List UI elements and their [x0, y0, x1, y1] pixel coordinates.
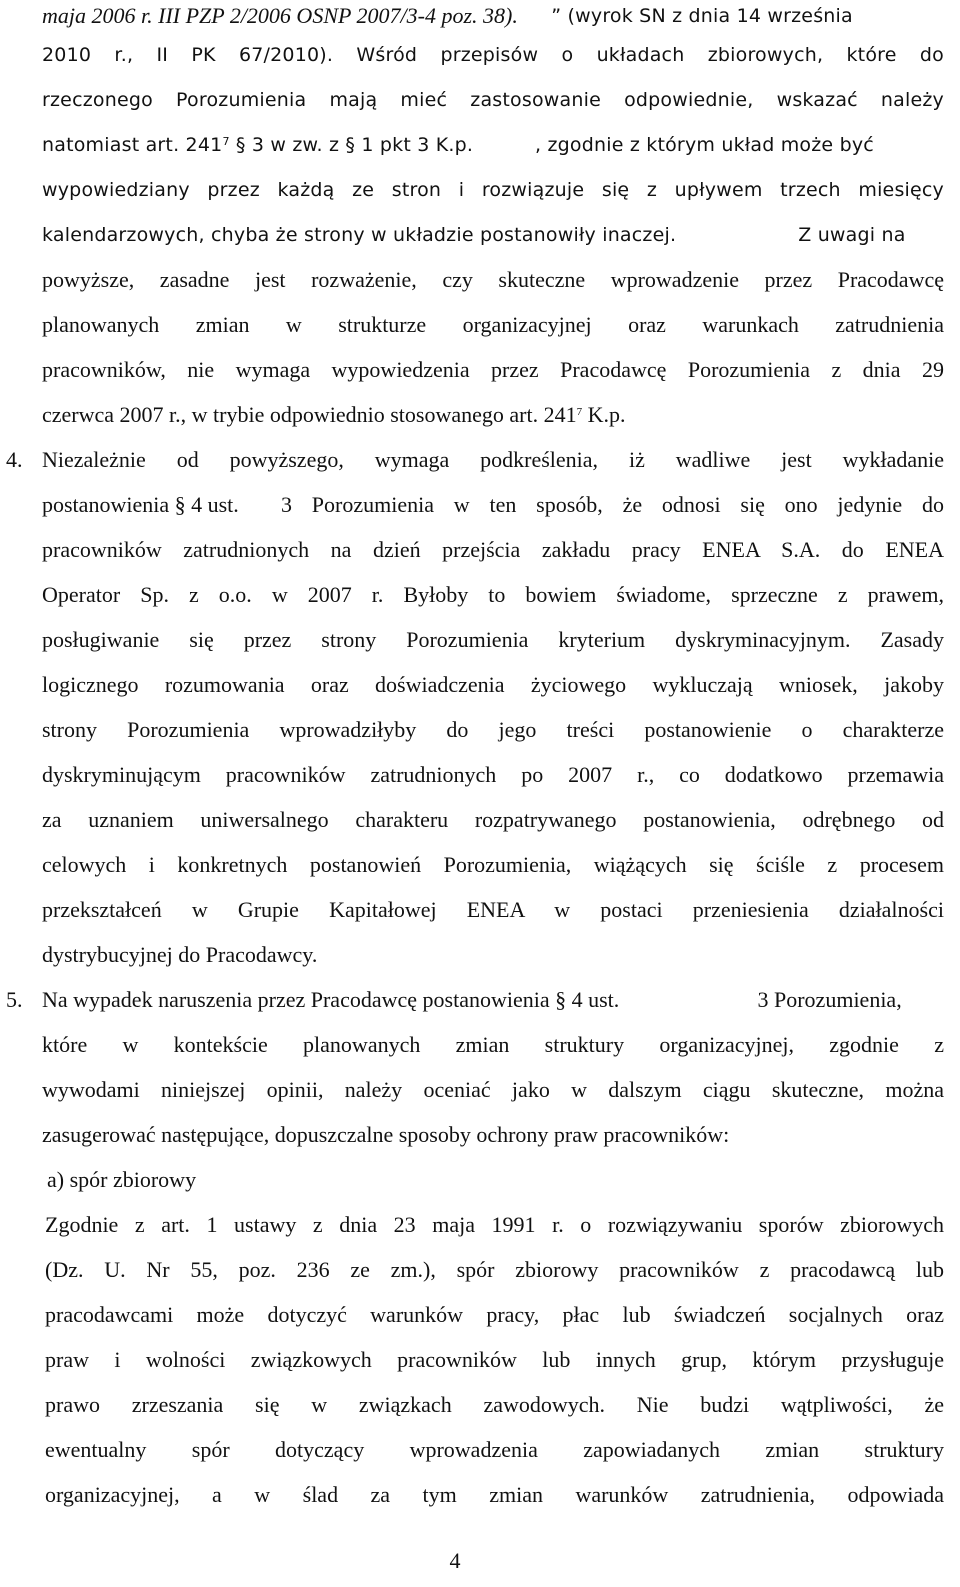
text-segment: , zgodnie z którym układ może być	[535, 134, 874, 156]
text-segment: zasugerować następujące, dopuszczalne sposoby ochrony praw pracowników:	[42, 1122, 730, 1147]
text-segment: Zgodnie z art. 1 ustawy z dnia 23 maja 1991 r. o rozwiązywaniu sporów zbiorowych	[45, 1212, 944, 1237]
text-segment: natomiast art. 241	[42, 134, 223, 156]
text-segment: przekształceń w Grupie Kapitałowej ENEA w postaci przeniesienia działalności	[42, 897, 944, 922]
text-segment: rzeczonego Porozumienia mają mieć zastosowanie odpowiednie, wskazać należy	[42, 89, 944, 111]
text-segment: które w kontekście planowanych zmian struktury organizacyjnej, zgodnie z	[42, 1032, 944, 1057]
text-segment: kalendarzowych, chyba że strony w układzie postanowiły inaczej.	[42, 224, 677, 246]
text-segment: wywodami niniejszej opinii, należy oceniać jako w dalszym ciągu skuteczne, można	[42, 1077, 944, 1102]
text-segment: posługiwanie się przez strony Porozumienia kryterium dyskryminacyjnym. Zasady	[42, 627, 944, 652]
text-segment: a) spór zbiorowy	[47, 1167, 197, 1192]
text-segment: 3 Porozumienia w ten sposób, że odnosi się ono jedynie do	[281, 492, 944, 517]
list-number: 4.	[6, 447, 23, 472]
text-segment: logicznego rozumowania oraz doświadczenia życiowego wykluczają wniosek, jakoby	[42, 672, 944, 697]
list-number: 5.	[6, 987, 23, 1012]
text-segment: wypowiedziany przez każdą ze stron i rozwiązuje się z upływem trzech miesięcy	[42, 179, 944, 201]
text-segment: postanowienia § 4 ust.	[42, 492, 239, 517]
page-number: 4	[449, 1548, 461, 1573]
text-segment: powyższe, zasadne jest rozważenie, czy skuteczne wprowadzenie przez Pracodawcę	[42, 267, 944, 292]
text-segment: pracowników, nie wymaga wypowiedzenia przez Pracodawcę Porozumienia z dnia 29	[42, 357, 944, 382]
text-segment: za uznaniem uniwersalnego charakteru rozpatrywanego postanowienia, odrębnego od	[42, 807, 944, 832]
superscript: 7	[222, 135, 230, 148]
text-segment: Operator Sp. z o.o. w 2007 r. Byłoby to bowiem świadome, sprzeczne z prawem,	[42, 582, 944, 607]
text-segment: prawo zrzeszania się w związkach zawodowych. Nie budzi wątpliwości, że	[45, 1392, 944, 1417]
text-segment: Z uwagi na	[792, 224, 906, 246]
text-segment: czerwca 2007 r., w trybie odpowiednio stosowanego art. 241	[42, 402, 577, 427]
text-segment: dystrybucyjnej do Pracodawcy.	[42, 942, 318, 967]
text-segment: strony Porozumienia wprowadziłyby do jego treści postanowienie o charakterze	[42, 717, 944, 742]
text-segment: planowanych zmian w strukturze organizacyjnej oraz warunkach zatrudnienia	[42, 312, 944, 337]
text-segment: organizacyjnej, a w ślad za tym zmian warunków zatrudnienia, odpowiada	[45, 1482, 944, 1507]
text-segment: pracodawcami może dotyczyć warunków pracy, płac lub świadczeń socjalnych oraz	[45, 1302, 944, 1327]
text-segment: (Dz. U. Nr 55, poz. 236 ze zm.), spór zbiorowy pracowników z pracodawcą lub	[45, 1257, 944, 1282]
text-segment: 2010 r., II PK 67/2010). Wśród przepisów o układach zbiorowych, które do	[42, 44, 944, 66]
text-segment: Niezależnie od powyższego, wymaga podkreślenia, iż wadliwe jest wykładanie	[42, 447, 944, 472]
text-segment: pracowników zatrudnionych na dzień przejścia zakładu pracy ENEA S.A. do ENEA	[42, 537, 944, 562]
text-segment: K.p.	[582, 402, 626, 427]
text-segment: celowych i konkretnych postanowień Porozumienia, wiążących się ściśle z procesem	[42, 852, 944, 877]
text-segment: ” (wyrok SN z dnia 14 września	[545, 5, 853, 27]
text-segment: dyskryminującym pracowników zatrudnionych po 2007 r., co dodatkowo przemawia	[42, 762, 944, 787]
text-segment: § 3 w zw. z § 1 pkt 3 K.p.	[229, 134, 474, 156]
superscript: 7	[576, 406, 583, 418]
citation-text: maja 2006 r. III PZP 2/2006 OSNP 2007/3-4 poz. 38).	[42, 3, 518, 28]
text-segment: praw i wolności związkowych pracowników lub innych grup, którym przysługuje	[45, 1347, 944, 1372]
text-segment: ewentualny spór dotyczący wprowadzenia zapowiadanych zmian struktury	[45, 1437, 944, 1462]
text-segment: Na wypadek naruszenia przez Pracodawcę postanowienia § 4 ust.	[42, 987, 620, 1012]
text-segment: 3 Porozumienia,	[752, 987, 902, 1012]
